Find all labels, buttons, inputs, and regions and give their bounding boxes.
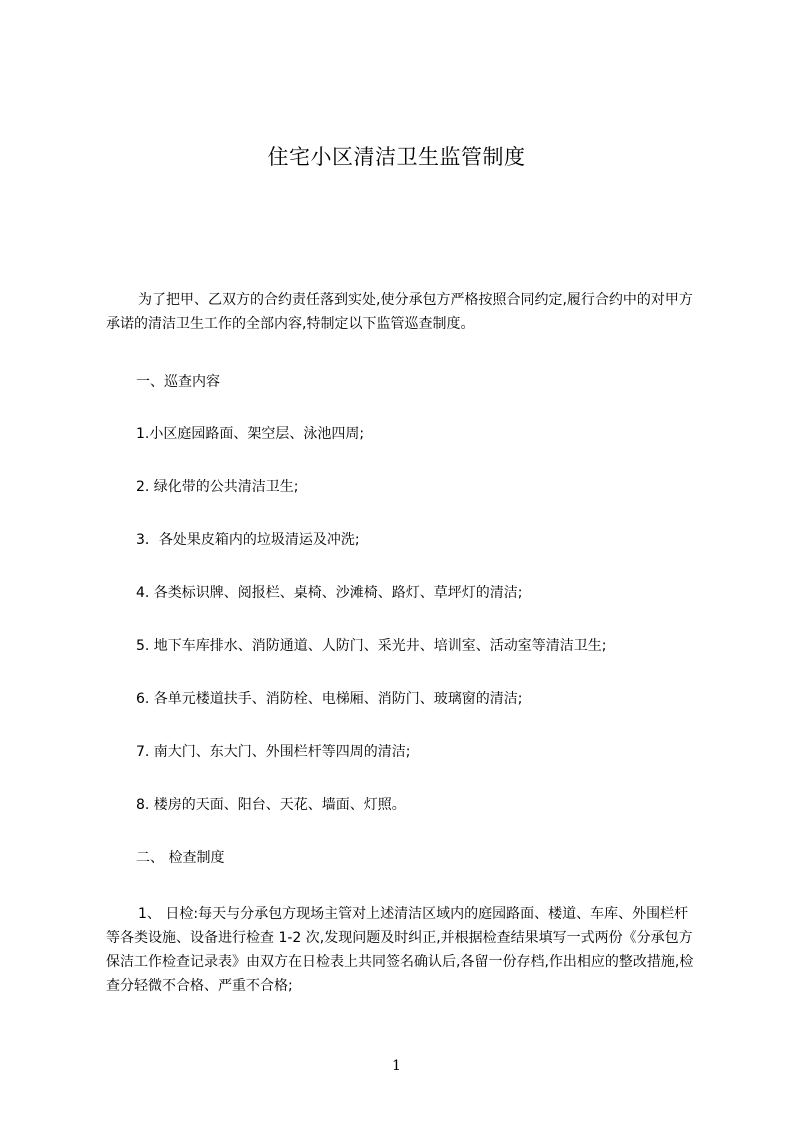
list-item: 7. 南大门、东大门、外围栏杆等四周的清洁; bbox=[136, 744, 411, 760]
list-item: 1.小区庭园路面、架空层、泳池四周; bbox=[136, 426, 365, 442]
list-item: 3．各处果皮箱内的垃圾清运及冲洗; bbox=[136, 532, 360, 548]
list-item: 8. 楼房的天面、阳台、天花、墙面、灯照。 bbox=[136, 797, 406, 813]
list-item: 4. 各类标识牌、阅报栏、桌椅、沙滩椅、路灯、草坪灯的清洁; bbox=[136, 585, 523, 601]
list-item: 2. 绿化带的公共清洁卫生; bbox=[136, 479, 299, 495]
list-item: 6. 各单元楼道扶手、消防栓、电梯厢、消防门、玻璃窗的清洁; bbox=[136, 691, 523, 707]
list-item: 5. 地下车库排水、消防通道、人防门、采光井、培训室、活动室等清洁卫生; bbox=[136, 638, 607, 654]
document-title: 住宅小区清洁卫生监管制度 bbox=[267, 145, 526, 169]
page-number: 1 bbox=[392, 1058, 401, 1074]
intro-paragraph: 为了把甲、乙双方的合约责任落到实处,使分承包方严格按照合同约定,履行合约中的对甲方承诺的清洁卫生工作的全部内容,特制定以下监管巡查制度。 bbox=[106, 292, 693, 332]
daily-check-paragraph: 1、 日检:每天与分承包方现场主管对上述清洁区域内的庭园路面、楼道、车库、外围栏杆等各类设施、设备进行检查 1-2 次,发现问题及时纠正,并根据检查结果填写一式两份《分承包方保洁工作检查记录表》由双方在日检表上共同签名确认后,各留一份存档,作出相应的整改措施,检查分轻微不合格、严重不合格; bbox=[106, 906, 694, 994]
section-heading-inspection-content: 一、巡查内容 bbox=[136, 374, 220, 390]
section-heading-inspection-system: 二、 检查制度 bbox=[136, 850, 225, 866]
